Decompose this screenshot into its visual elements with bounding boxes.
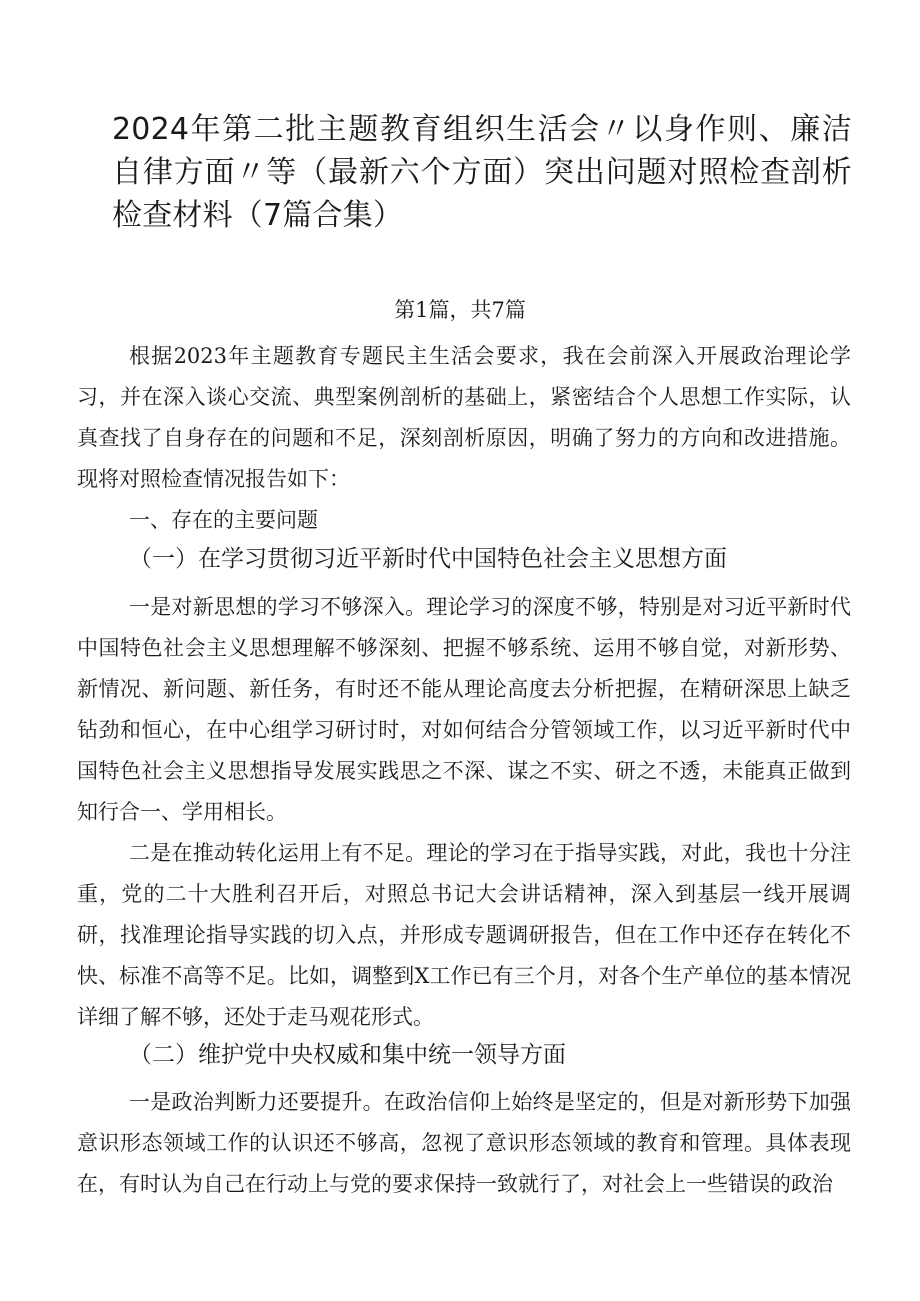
- paragraph-political-judgment: 一是政治判断力还要提升。在政治信仰上始终是坚定的，但是对新形势下加强意识形态领域工作的认识还不够高，忽视了意识形态领域的教育和管理。具体表现在，有时认为自己在行动上与党的要求保持一致就行了，对社会上一些错误的政治: [77, 1090, 851, 1196]
- paragraph-study-depth: 一是对新思想的学习不够深入。理论学习的深度不够，特别是对习近平新时代中国特色社会主义思想理解不够深刻、把握不够系统、运用不够自觉，对新形势、新情况、新问题、新任务，有时还不能从理论高度去分析把握，在精研深思上缺乏钻劲和恒心，在中心组学习研讨时，对如何结合分管领域工作，以习近平新时代中国特色社会主义思想指导发展实践思之不深、谋之不实、研之不透，未能真正做到知行合一、学用相长。: [77, 595, 851, 824]
- part-label: 第1篇，共7篇: [394, 298, 526, 322]
- subsection-heading-2: （二）维护党中央权威和集中统一领导方面: [129, 1042, 566, 1068]
- paragraph-transformation: 二是在推动转化运用上有不足。理论的学习在于指导实践，对此，我也十分注重，党的二十大胜利召开后，对照总书记大会讲话精神，深入到基层一线开展调研，找准理论指导实践的切入点，并形成专题调研报告，但在工作中还存在转化不快、标准不高等不足。比如，调整到X工作已有三个月，对各个生产单位的基本情况详细了解不够，还处于走马观花形式。: [77, 841, 851, 1029]
- section-heading-main-problems: 一、存在的主要问题: [129, 508, 318, 532]
- subsection-heading-1: （一）在学习贯彻习近平新时代中国特色社会主义思想方面: [129, 546, 727, 572]
- intro-paragraph: 根据2023年主题教育专题民主生活会要求，我在会前深入开展政治理论学习，并在深入谈心交流、典型案例剖析的基础上，紧密结合个人思想工作实际，认真查找了自身存在的问题和不足，深刻剖析原因，明确了努力的方向和改进措施。现将对照检查情况报告如下：: [77, 344, 851, 491]
- document-title: 2024年第二批主题教育组织生活会〃以身作则、廉洁自律方面〃等（最新六个方面）突出问题对照检查剖析检查材料（7篇合集）: [112, 112, 852, 233]
